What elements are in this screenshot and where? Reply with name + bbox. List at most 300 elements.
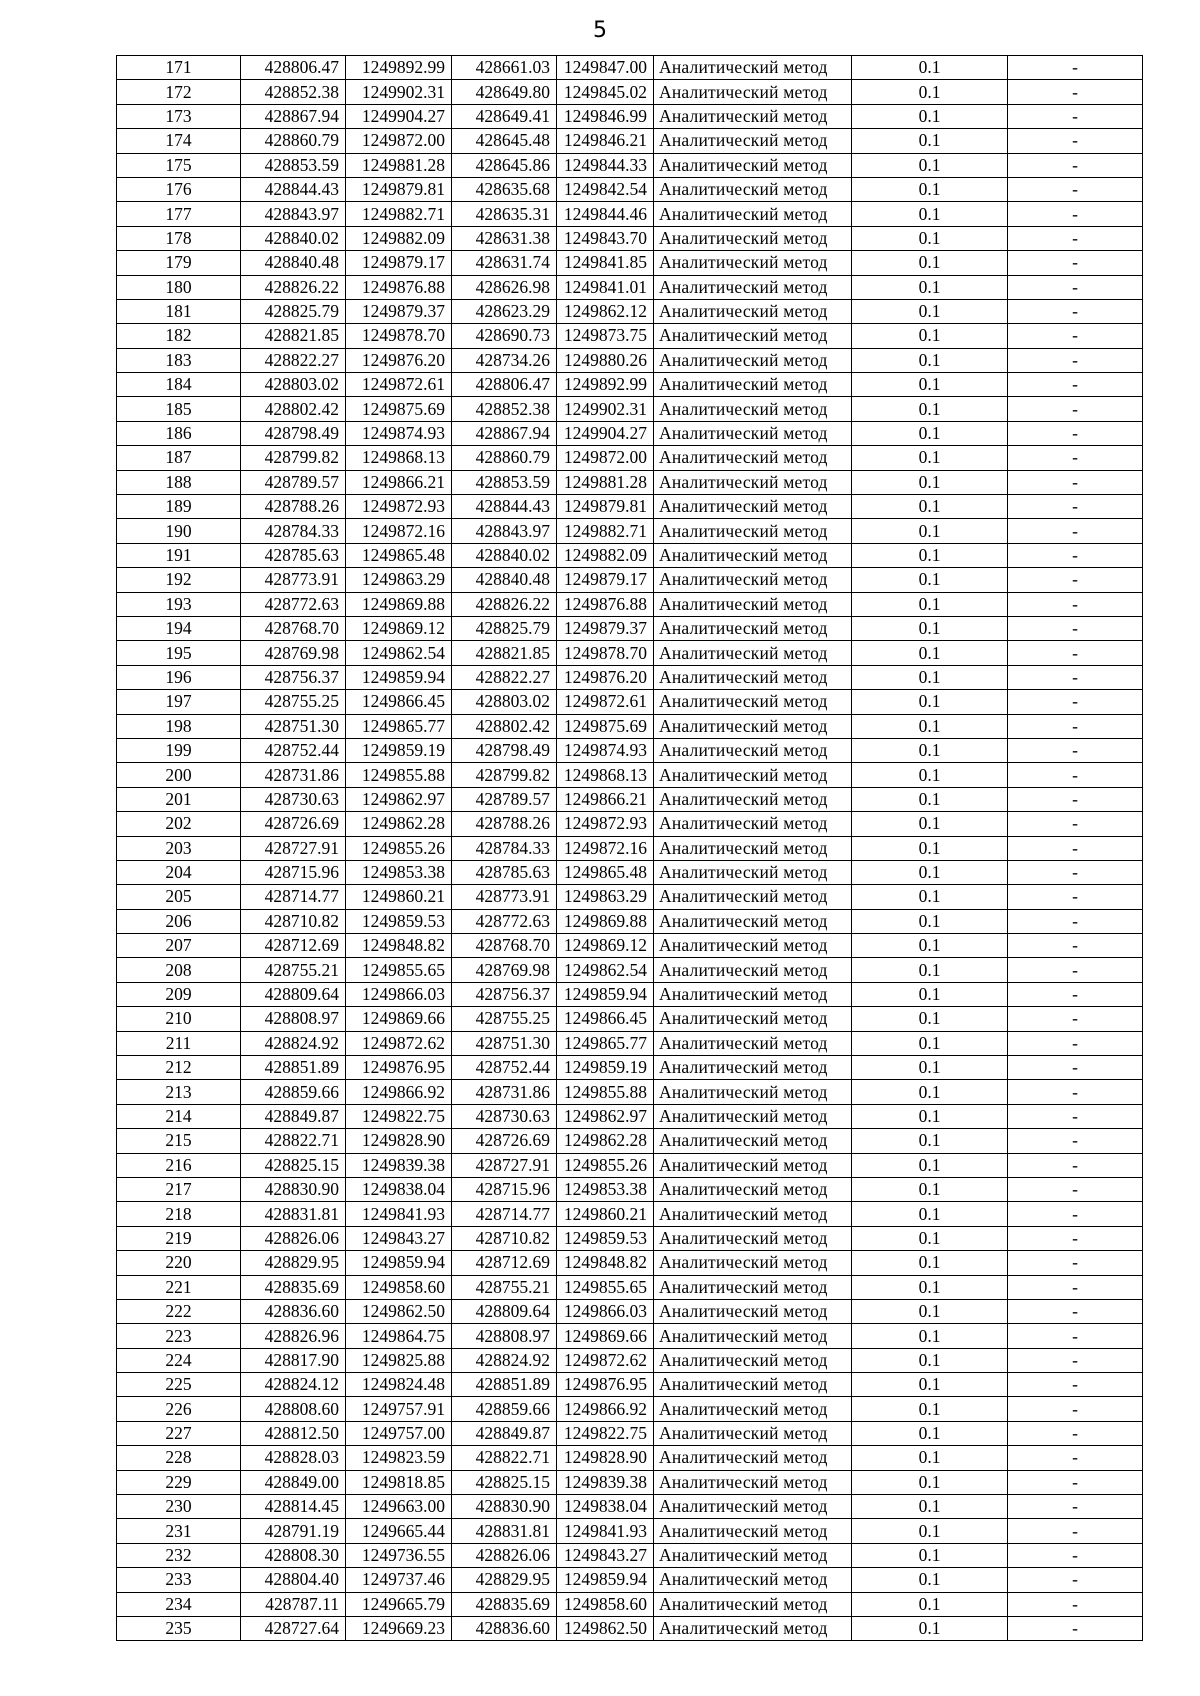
method-cell: Аналитический метод — [654, 446, 852, 470]
point-number-cell: 188 — [117, 470, 241, 494]
y-prev-coordinate-cell: 1249892.99 — [557, 373, 654, 397]
accuracy-cell: 0.1 — [852, 1056, 1008, 1080]
x-prev-coordinate-cell: 428826.22 — [452, 592, 557, 616]
x-prev-coordinate-cell: 428784.33 — [452, 836, 557, 860]
accuracy-cell: 0.1 — [852, 1104, 1008, 1128]
point-number-cell: 181 — [117, 299, 241, 323]
y-coordinate-cell: 1249876.88 — [346, 275, 452, 299]
x-prev-coordinate-cell: 428727.91 — [452, 1153, 557, 1177]
point-number-cell: 190 — [117, 519, 241, 543]
table-row — [117, 446, 1143, 470]
note-cell: - — [1008, 787, 1143, 811]
accuracy-cell: 0.1 — [852, 153, 1008, 177]
method-cell: Аналитический метод — [654, 56, 852, 80]
table-row — [117, 787, 1143, 811]
accuracy-cell: 0.1 — [852, 1519, 1008, 1543]
table-row — [117, 1519, 1143, 1543]
accuracy-cell: 0.1 — [852, 1495, 1008, 1519]
point-number-cell: 196 — [117, 665, 241, 689]
x-prev-coordinate-cell: 428867.94 — [452, 421, 557, 445]
method-cell: Аналитический метод — [654, 641, 852, 665]
point-number-cell: 214 — [117, 1104, 241, 1128]
note-cell: - — [1008, 1202, 1143, 1226]
y-coordinate-cell: 1249757.00 — [346, 1421, 452, 1445]
y-coordinate-cell: 1249865.77 — [346, 714, 452, 738]
x-prev-coordinate-cell: 428821.85 — [452, 641, 557, 665]
note-cell: - — [1008, 1617, 1143, 1641]
accuracy-cell: 0.1 — [852, 421, 1008, 445]
note-cell: - — [1008, 1495, 1143, 1519]
x-prev-coordinate-cell: 428788.26 — [452, 812, 557, 836]
table-row — [117, 397, 1143, 421]
accuracy-cell: 0.1 — [852, 714, 1008, 738]
table-row — [117, 348, 1143, 372]
y-prev-coordinate-cell: 1249880.26 — [557, 348, 654, 372]
table-row — [117, 1568, 1143, 1592]
accuracy-cell: 0.1 — [852, 885, 1008, 909]
y-coordinate-cell: 1249843.27 — [346, 1226, 452, 1250]
note-cell: - — [1008, 592, 1143, 616]
coordinates-table-body — [117, 56, 1143, 1641]
note-cell: - — [1008, 324, 1143, 348]
table-row — [117, 153, 1143, 177]
table-row — [117, 251, 1143, 275]
y-prev-coordinate-cell: 1249855.65 — [557, 1275, 654, 1299]
point-number-cell: 198 — [117, 714, 241, 738]
method-cell: Аналитический метод — [654, 1519, 852, 1543]
point-number-cell: 192 — [117, 568, 241, 592]
x-coordinate-cell: 428756.37 — [241, 665, 346, 689]
y-prev-coordinate-cell: 1249862.50 — [557, 1617, 654, 1641]
table-row — [117, 1104, 1143, 1128]
x-prev-coordinate-cell: 428852.38 — [452, 397, 557, 421]
accuracy-cell: 0.1 — [852, 1007, 1008, 1031]
method-cell: Аналитический метод — [654, 958, 852, 982]
point-number-cell: 212 — [117, 1056, 241, 1080]
accuracy-cell: 0.1 — [852, 738, 1008, 762]
note-cell: - — [1008, 543, 1143, 567]
note-cell: - — [1008, 641, 1143, 665]
accuracy-cell: 0.1 — [852, 299, 1008, 323]
point-number-cell: 195 — [117, 641, 241, 665]
x-prev-coordinate-cell: 428631.74 — [452, 251, 557, 275]
y-coordinate-cell: 1249859.19 — [346, 738, 452, 762]
table-row — [117, 470, 1143, 494]
x-prev-coordinate-cell: 428860.79 — [452, 446, 557, 470]
accuracy-cell: 0.1 — [852, 104, 1008, 128]
x-coordinate-cell: 428825.79 — [241, 299, 346, 323]
y-coordinate-cell: 1249757.91 — [346, 1397, 452, 1421]
method-cell: Аналитический метод — [654, 1495, 852, 1519]
y-prev-coordinate-cell: 1249904.27 — [557, 421, 654, 445]
point-number-cell: 218 — [117, 1202, 241, 1226]
accuracy-cell: 0.1 — [852, 568, 1008, 592]
x-coordinate-cell: 428840.02 — [241, 226, 346, 250]
x-prev-coordinate-cell: 428836.60 — [452, 1617, 557, 1641]
method-cell: Аналитический метод — [654, 373, 852, 397]
x-coordinate-cell: 428789.57 — [241, 470, 346, 494]
accuracy-cell: 0.1 — [852, 1348, 1008, 1372]
point-number-cell: 202 — [117, 812, 241, 836]
y-prev-coordinate-cell: 1249862.97 — [557, 1104, 654, 1128]
y-coordinate-cell: 1249863.29 — [346, 568, 452, 592]
point-number-cell: 185 — [117, 397, 241, 421]
table-row — [117, 1592, 1143, 1616]
y-prev-coordinate-cell: 1249865.77 — [557, 1031, 654, 1055]
y-prev-coordinate-cell: 1249842.54 — [557, 177, 654, 201]
table-row — [117, 934, 1143, 958]
y-coordinate-cell: 1249872.93 — [346, 495, 452, 519]
method-cell: Аналитический метод — [654, 275, 852, 299]
x-coordinate-cell: 428715.96 — [241, 860, 346, 884]
y-coordinate-cell: 1249669.23 — [346, 1617, 452, 1641]
x-prev-coordinate-cell: 428824.92 — [452, 1348, 557, 1372]
note-cell: - — [1008, 1129, 1143, 1153]
y-coordinate-cell: 1249869.12 — [346, 616, 452, 640]
note-cell: - — [1008, 1543, 1143, 1567]
table-row — [117, 1275, 1143, 1299]
accuracy-cell: 0.1 — [852, 909, 1008, 933]
y-coordinate-cell: 1249862.50 — [346, 1299, 452, 1323]
x-coordinate-cell: 428808.97 — [241, 1007, 346, 1031]
y-prev-coordinate-cell: 1249862.54 — [557, 958, 654, 982]
note-cell: - — [1008, 909, 1143, 933]
x-prev-coordinate-cell: 428840.02 — [452, 543, 557, 567]
y-coordinate-cell: 1249859.94 — [346, 665, 452, 689]
y-prev-coordinate-cell: 1249872.16 — [557, 836, 654, 860]
table-row — [117, 1129, 1143, 1153]
method-cell: Аналитический метод — [654, 738, 852, 762]
table-row — [117, 1495, 1143, 1519]
point-number-cell: 231 — [117, 1519, 241, 1543]
x-prev-coordinate-cell: 428826.06 — [452, 1543, 557, 1567]
note-cell: - — [1008, 738, 1143, 762]
point-number-cell: 177 — [117, 202, 241, 226]
y-coordinate-cell: 1249838.04 — [346, 1177, 452, 1201]
x-coordinate-cell: 428844.43 — [241, 177, 346, 201]
y-prev-coordinate-cell: 1249869.88 — [557, 909, 654, 933]
note-cell: - — [1008, 958, 1143, 982]
method-cell: Аналитический метод — [654, 1129, 852, 1153]
method-cell: Аналитический метод — [654, 1397, 852, 1421]
method-cell: Аналитический метод — [654, 1373, 852, 1397]
note-cell: - — [1008, 1177, 1143, 1201]
note-cell: - — [1008, 665, 1143, 689]
x-prev-coordinate-cell: 428712.69 — [452, 1251, 557, 1275]
y-prev-coordinate-cell: 1249872.61 — [557, 690, 654, 714]
x-coordinate-cell: 428814.45 — [241, 1495, 346, 1519]
x-prev-coordinate-cell: 428631.38 — [452, 226, 557, 250]
x-coordinate-cell: 428788.26 — [241, 495, 346, 519]
method-cell: Аналитический метод — [654, 1080, 852, 1104]
x-coordinate-cell: 428835.69 — [241, 1275, 346, 1299]
point-number-cell: 217 — [117, 1177, 241, 1201]
x-prev-coordinate-cell: 428772.63 — [452, 909, 557, 933]
method-cell: Аналитический метод — [654, 421, 852, 445]
x-prev-coordinate-cell: 428710.82 — [452, 1226, 557, 1250]
table-row — [117, 763, 1143, 787]
y-coordinate-cell: 1249824.48 — [346, 1373, 452, 1397]
note-cell: - — [1008, 1446, 1143, 1470]
table-row — [117, 958, 1143, 982]
y-coordinate-cell: 1249839.38 — [346, 1153, 452, 1177]
table-row — [117, 1153, 1143, 1177]
y-prev-coordinate-cell: 1249881.28 — [557, 470, 654, 494]
y-prev-coordinate-cell: 1249845.02 — [557, 80, 654, 104]
point-number-cell: 225 — [117, 1373, 241, 1397]
x-coordinate-cell: 428826.06 — [241, 1226, 346, 1250]
y-prev-coordinate-cell: 1249859.94 — [557, 982, 654, 1006]
table-row — [117, 982, 1143, 1006]
table-row — [117, 56, 1143, 80]
y-prev-coordinate-cell: 1249828.90 — [557, 1446, 654, 1470]
accuracy-cell: 0.1 — [852, 982, 1008, 1006]
x-prev-coordinate-cell: 428803.02 — [452, 690, 557, 714]
x-prev-coordinate-cell: 428635.31 — [452, 202, 557, 226]
point-number-cell: 229 — [117, 1470, 241, 1494]
x-prev-coordinate-cell: 428768.70 — [452, 934, 557, 958]
y-coordinate-cell: 1249868.13 — [346, 446, 452, 470]
note-cell: - — [1008, 226, 1143, 250]
y-coordinate-cell: 1249822.75 — [346, 1104, 452, 1128]
x-coordinate-cell: 428826.96 — [241, 1324, 346, 1348]
method-cell: Аналитический метод — [654, 324, 852, 348]
note-cell: - — [1008, 1080, 1143, 1104]
y-prev-coordinate-cell: 1249855.26 — [557, 1153, 654, 1177]
method-cell: Аналитический метод — [654, 80, 852, 104]
accuracy-cell: 0.1 — [852, 80, 1008, 104]
y-prev-coordinate-cell: 1249879.37 — [557, 616, 654, 640]
note-cell: - — [1008, 251, 1143, 275]
point-number-cell: 187 — [117, 446, 241, 470]
method-cell: Аналитический метод — [654, 348, 852, 372]
note-cell: - — [1008, 1592, 1143, 1616]
y-coordinate-cell: 1249872.62 — [346, 1031, 452, 1055]
y-prev-coordinate-cell: 1249863.29 — [557, 885, 654, 909]
y-coordinate-cell: 1249737.46 — [346, 1568, 452, 1592]
accuracy-cell: 0.1 — [852, 1470, 1008, 1494]
y-coordinate-cell: 1249878.70 — [346, 324, 452, 348]
y-prev-coordinate-cell: 1249875.69 — [557, 714, 654, 738]
y-coordinate-cell: 1249892.99 — [346, 56, 452, 80]
method-cell: Аналитический метод — [654, 1104, 852, 1128]
table-row — [117, 129, 1143, 153]
x-prev-coordinate-cell: 428785.63 — [452, 860, 557, 884]
note-cell: - — [1008, 1470, 1143, 1494]
accuracy-cell: 0.1 — [852, 519, 1008, 543]
note-cell: - — [1008, 1421, 1143, 1445]
table-row — [117, 1397, 1143, 1421]
y-prev-coordinate-cell: 1249865.48 — [557, 860, 654, 884]
y-coordinate-cell: 1249882.09 — [346, 226, 452, 250]
x-prev-coordinate-cell: 428730.63 — [452, 1104, 557, 1128]
table-row — [117, 665, 1143, 689]
table-row — [117, 80, 1143, 104]
method-cell: Аналитический метод — [654, 226, 852, 250]
table-row — [117, 1324, 1143, 1348]
x-coordinate-cell: 428803.02 — [241, 373, 346, 397]
y-prev-coordinate-cell: 1249862.12 — [557, 299, 654, 323]
x-coordinate-cell: 428817.90 — [241, 1348, 346, 1372]
x-coordinate-cell: 428712.69 — [241, 934, 346, 958]
x-coordinate-cell: 428859.66 — [241, 1080, 346, 1104]
note-cell: - — [1008, 616, 1143, 640]
y-prev-coordinate-cell: 1249872.00 — [557, 446, 654, 470]
method-cell: Аналитический метод — [654, 1568, 852, 1592]
x-coordinate-cell: 428714.77 — [241, 885, 346, 909]
y-prev-coordinate-cell: 1249866.03 — [557, 1299, 654, 1323]
note-cell: - — [1008, 982, 1143, 1006]
point-number-cell: 219 — [117, 1226, 241, 1250]
x-coordinate-cell: 428726.69 — [241, 812, 346, 836]
x-prev-coordinate-cell: 428755.25 — [452, 1007, 557, 1031]
y-coordinate-cell: 1249841.93 — [346, 1202, 452, 1226]
y-coordinate-cell: 1249879.37 — [346, 299, 452, 323]
point-number-cell: 189 — [117, 495, 241, 519]
table-row — [117, 1056, 1143, 1080]
y-prev-coordinate-cell: 1249874.93 — [557, 738, 654, 762]
x-prev-coordinate-cell: 428830.90 — [452, 1495, 557, 1519]
method-cell: Аналитический метод — [654, 1275, 852, 1299]
note-cell: - — [1008, 397, 1143, 421]
point-number-cell: 174 — [117, 129, 241, 153]
x-prev-coordinate-cell: 428773.91 — [452, 885, 557, 909]
y-prev-coordinate-cell: 1249859.94 — [557, 1568, 654, 1592]
y-prev-coordinate-cell: 1249869.66 — [557, 1324, 654, 1348]
accuracy-cell: 0.1 — [852, 836, 1008, 860]
x-prev-coordinate-cell: 428853.59 — [452, 470, 557, 494]
accuracy-cell: 0.1 — [852, 202, 1008, 226]
x-coordinate-cell: 428836.60 — [241, 1299, 346, 1323]
note-cell: - — [1008, 934, 1143, 958]
x-coordinate-cell: 428840.48 — [241, 251, 346, 275]
point-number-cell: 215 — [117, 1129, 241, 1153]
x-prev-coordinate-cell: 428649.80 — [452, 80, 557, 104]
x-coordinate-cell: 428755.25 — [241, 690, 346, 714]
note-cell: - — [1008, 1348, 1143, 1372]
accuracy-cell: 0.1 — [852, 226, 1008, 250]
accuracy-cell: 0.1 — [852, 348, 1008, 372]
x-coordinate-cell: 428843.97 — [241, 202, 346, 226]
method-cell: Аналитический метод — [654, 714, 852, 738]
point-number-cell: 203 — [117, 836, 241, 860]
y-prev-coordinate-cell: 1249876.95 — [557, 1373, 654, 1397]
x-coordinate-cell: 428849.87 — [241, 1104, 346, 1128]
x-coordinate-cell: 428829.95 — [241, 1251, 346, 1275]
note-cell: - — [1008, 568, 1143, 592]
x-prev-coordinate-cell: 428714.77 — [452, 1202, 557, 1226]
note-cell: - — [1008, 1031, 1143, 1055]
accuracy-cell: 0.1 — [852, 1031, 1008, 1055]
y-coordinate-cell: 1249881.28 — [346, 153, 452, 177]
y-coordinate-cell: 1249818.85 — [346, 1470, 452, 1494]
method-cell: Аналитический метод — [654, 1202, 852, 1226]
x-coordinate-cell: 428791.19 — [241, 1519, 346, 1543]
x-prev-coordinate-cell: 428825.15 — [452, 1470, 557, 1494]
y-coordinate-cell: 1249879.81 — [346, 177, 452, 201]
x-prev-coordinate-cell: 428849.87 — [452, 1421, 557, 1445]
table-row — [117, 641, 1143, 665]
point-number-cell: 210 — [117, 1007, 241, 1031]
method-cell: Аналитический метод — [654, 982, 852, 1006]
y-coordinate-cell: 1249866.92 — [346, 1080, 452, 1104]
table-row — [117, 1373, 1143, 1397]
table-row — [117, 885, 1143, 909]
accuracy-cell: 0.1 — [852, 446, 1008, 470]
x-prev-coordinate-cell: 428635.68 — [452, 177, 557, 201]
y-prev-coordinate-cell: 1249841.93 — [557, 1519, 654, 1543]
table-row — [117, 1251, 1143, 1275]
x-coordinate-cell: 428751.30 — [241, 714, 346, 738]
y-prev-coordinate-cell: 1249860.21 — [557, 1202, 654, 1226]
note-cell: - — [1008, 1251, 1143, 1275]
method-cell: Аналитический метод — [654, 885, 852, 909]
point-number-cell: 226 — [117, 1397, 241, 1421]
y-prev-coordinate-cell: 1249859.19 — [557, 1056, 654, 1080]
method-cell: Аналитический метод — [654, 1153, 852, 1177]
y-coordinate-cell: 1249665.79 — [346, 1592, 452, 1616]
x-coordinate-cell: 428825.15 — [241, 1153, 346, 1177]
point-number-cell: 224 — [117, 1348, 241, 1372]
x-coordinate-cell: 428828.03 — [241, 1446, 346, 1470]
note-cell: - — [1008, 836, 1143, 860]
method-cell: Аналитический метод — [654, 812, 852, 836]
method-cell: Аналитический метод — [654, 543, 852, 567]
note-cell: - — [1008, 177, 1143, 201]
method-cell: Аналитический метод — [654, 1617, 852, 1641]
point-number-cell: 191 — [117, 543, 241, 567]
table-row — [117, 1348, 1143, 1372]
accuracy-cell: 0.1 — [852, 958, 1008, 982]
table-row — [117, 1031, 1143, 1055]
note-cell: - — [1008, 421, 1143, 445]
x-coordinate-cell: 428852.38 — [241, 80, 346, 104]
y-prev-coordinate-cell: 1249846.21 — [557, 129, 654, 153]
point-number-cell: 193 — [117, 592, 241, 616]
table-row — [117, 1421, 1143, 1445]
point-number-cell: 184 — [117, 373, 241, 397]
x-prev-coordinate-cell: 428835.69 — [452, 1592, 557, 1616]
method-cell: Аналитический метод — [654, 1421, 852, 1445]
accuracy-cell: 0.1 — [852, 543, 1008, 567]
y-prev-coordinate-cell: 1249869.12 — [557, 934, 654, 958]
x-prev-coordinate-cell: 428789.57 — [452, 787, 557, 811]
method-cell: Аналитический метод — [654, 299, 852, 323]
note-cell: - — [1008, 763, 1143, 787]
point-number-cell: 233 — [117, 1568, 241, 1592]
note-cell: - — [1008, 812, 1143, 836]
x-prev-coordinate-cell: 428822.27 — [452, 665, 557, 689]
point-number-cell: 171 — [117, 56, 241, 80]
point-number-cell: 205 — [117, 885, 241, 909]
y-coordinate-cell: 1249904.27 — [346, 104, 452, 128]
y-prev-coordinate-cell: 1249859.53 — [557, 1226, 654, 1250]
x-coordinate-cell: 428824.12 — [241, 1373, 346, 1397]
note-cell: - — [1008, 1226, 1143, 1250]
accuracy-cell: 0.1 — [852, 860, 1008, 884]
table-row — [117, 714, 1143, 738]
point-number-cell: 230 — [117, 1495, 241, 1519]
y-prev-coordinate-cell: 1249844.33 — [557, 153, 654, 177]
accuracy-cell: 0.1 — [852, 56, 1008, 80]
method-cell: Аналитический метод — [654, 1324, 852, 1348]
method-cell: Аналитический метод — [654, 1031, 852, 1055]
table-row — [117, 860, 1143, 884]
accuracy-cell: 0.1 — [852, 641, 1008, 665]
method-cell: Аналитический метод — [654, 836, 852, 860]
table-row — [117, 1177, 1143, 1201]
accuracy-cell: 0.1 — [852, 690, 1008, 714]
